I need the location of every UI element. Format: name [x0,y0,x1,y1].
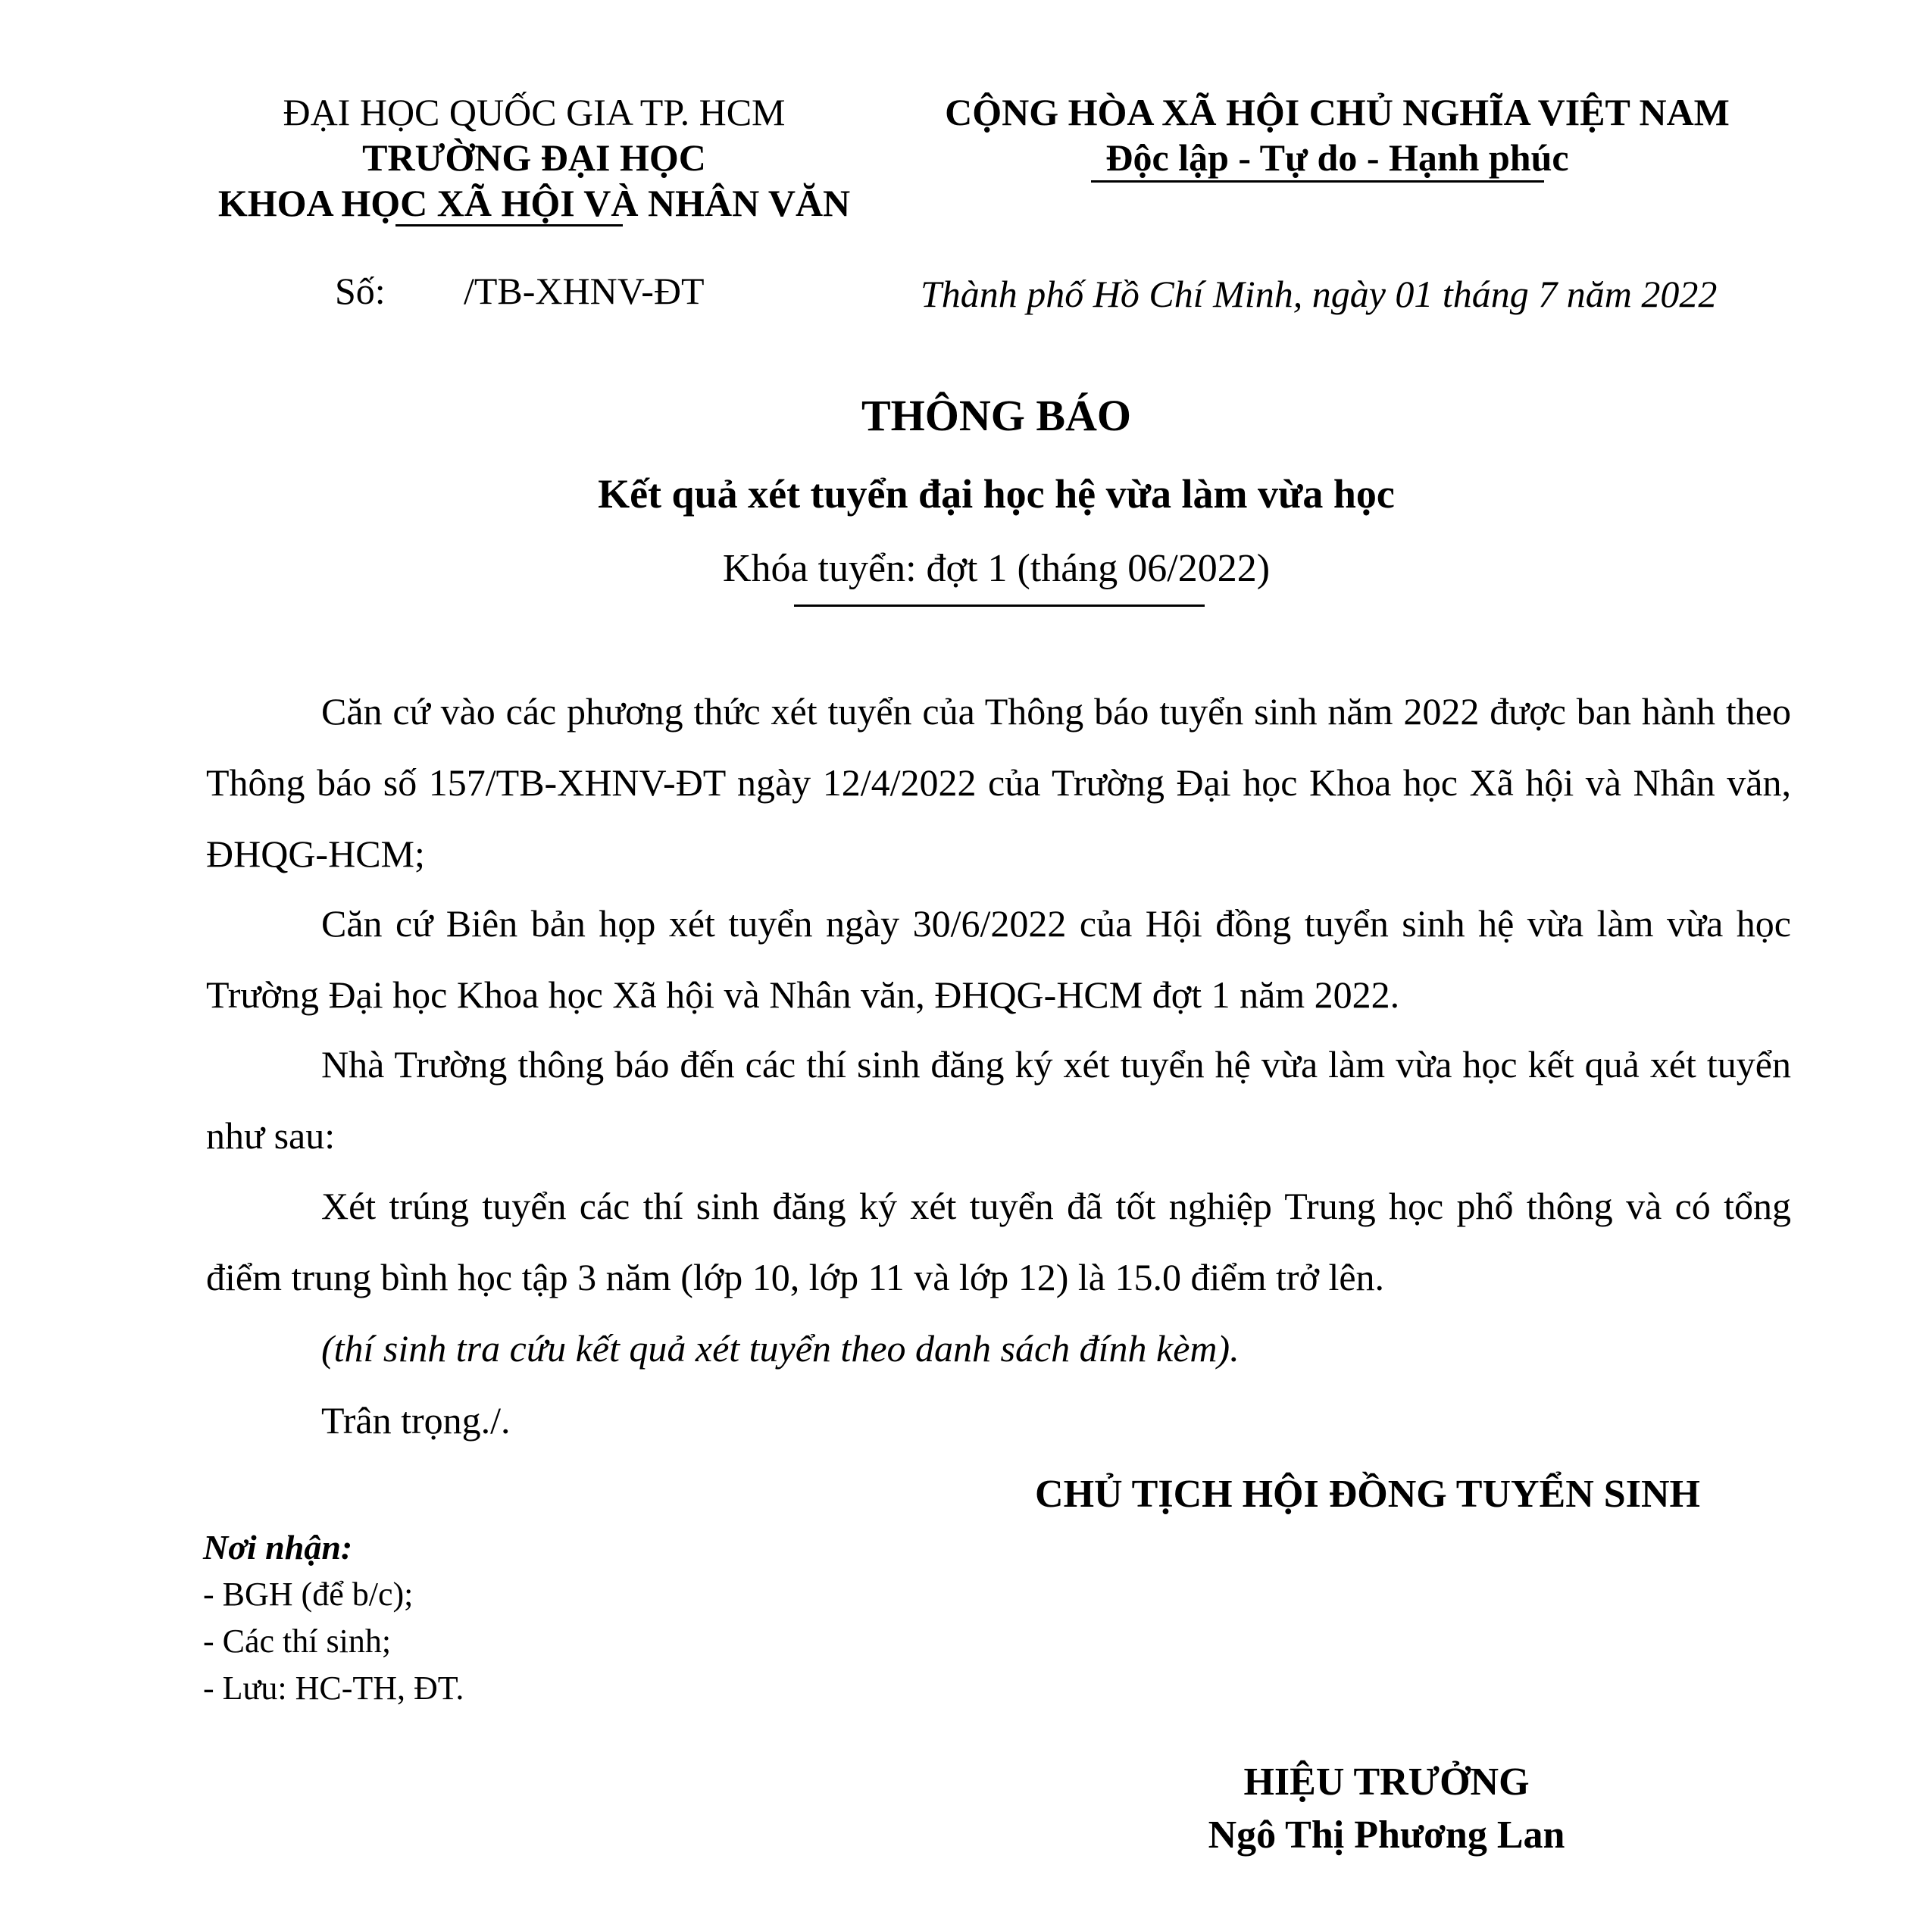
motto-underline [1091,180,1544,183]
national-title: CỘNG HÒA XÃ HỘI CHỦ NGHĨA VIỆT NAM [945,91,1730,133]
national-motto: Độc lập - Tự do - Hạnh phúc [1105,136,1569,179]
document-subtitle: Kết quả xét tuyển đại học hệ vừa làm vừa học [598,471,1395,517]
doc-number-code: /TB-XHNV-ĐT [464,270,705,312]
paragraph-closing: Trân trọng./. [321,1399,511,1442]
paragraph-basis-1: Căn cứ vào các phương thức xét tuyển của Thông báo tuyển sinh năm 2022 được ban hành theo Thông báo số 157/TB-XHNV-ĐT ngày 12/4/2022 của Trường Đại học Khoa học Xã hội và Nhân văn, ĐHQG-HCM; [206,690,1791,875]
signer-name: Ngô Thị Phương Lan [1208,1813,1565,1857]
signer-position: HIỆU TRƯỞNG [1243,1760,1530,1804]
left-header-underline [395,224,623,226]
recipients-heading: Nơi nhận: [203,1528,353,1567]
paragraph-lookup-note: (thí sinh tra cứu kết quả xét tuyển theo danh sách đính kèm). [321,1327,1240,1370]
enrollment-term: Khóa tuyển: đợt 1 (tháng 06/2022) [722,547,1271,590]
paragraph-announcement: Nhà Trường thông báo đến các thí sinh đăng ký xét tuyển hệ vừa làm vừa học kết quả xét tuyển như sau: [206,1043,1791,1157]
paragraph-admission-criteria: Xét trúng tuyển các thí sinh đăng ký xét tuyển đã tốt nghiệp Trung học phổ thông và có tổng điểm trung bình học tập 3 năm (lớp 10, lớp 11 và lớp 12) là 15.0 điểm trở lên. [206,1185,1791,1298]
signer-title: CHỦ TỊCH HỘI ĐỒNG TUYỂN SINH [1035,1473,1700,1516]
university-name-line2: KHOA HỌC XÃ HỘI VÀ NHÂN VĂN [217,182,851,224]
paragraph-basis-2: Căn cứ Biên bản họp xét tuyển ngày 30/6/2022 của Hội đồng tuyển sinh hệ vừa làm vừa học Trường Đại học Khoa học Xã hội và Nhân văn, ĐHQG-HCM đợt 1 năm 2022. [206,902,1791,1016]
title-underline [794,604,1205,607]
agency-name: ĐẠI HỌC QUỐC GIA TP. HCM [283,91,786,133]
place-date: Thành phố Hồ Chí Minh, ngày 01 tháng 7 năm 2022 [921,273,1718,315]
recipient-item: - Các thí sinh; [203,1623,392,1660]
recipient-item: - Lưu: HC-TH, ĐT. [203,1670,464,1707]
doc-number-label: Số: [335,270,386,312]
document-title: THÔNG BÁO [861,391,1132,440]
university-name-line1: TRƯỜNG ĐẠI HỌC [362,136,706,179]
recipient-item: - BGH (để b/c); [203,1576,414,1613]
